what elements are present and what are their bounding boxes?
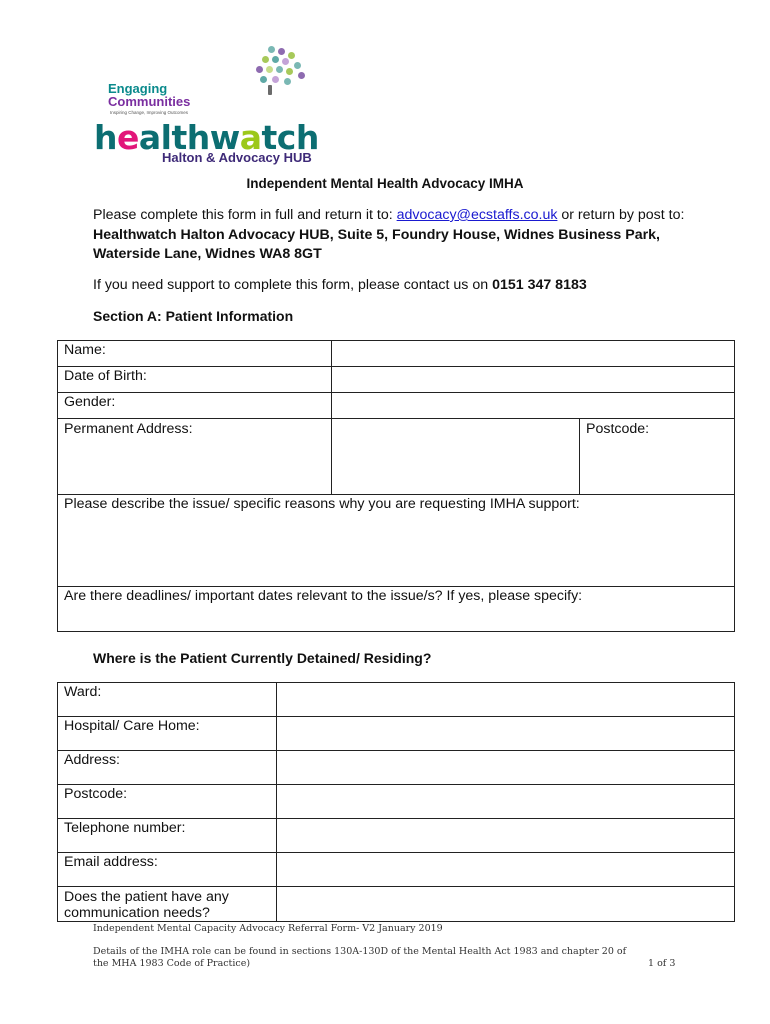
footer-details-line1: Details of the IMHA role can be found in sections 130A-130D of the Mental Health Act 1983 and chapter 20 of xyxy=(93,946,627,957)
issue-label: Please describe the issue/ specific reasons why you are requesting IMHA support: xyxy=(64,496,580,512)
communication-label-line1: Does the patient have any xyxy=(64,889,229,905)
name-label: Name: xyxy=(64,342,106,358)
communication-field[interactable] xyxy=(276,886,735,922)
document-title: Independent Mental Health Advocacy IMHA xyxy=(246,176,524,191)
ward-field[interactable] xyxy=(276,682,735,717)
telephone-field[interactable] xyxy=(276,818,735,853)
gender-label: Gender: xyxy=(64,394,116,410)
tree-icon xyxy=(248,44,316,96)
detained-address-label: Address: xyxy=(64,752,120,768)
address-field[interactable] xyxy=(331,418,580,495)
telephone-label: Telephone number: xyxy=(64,820,186,836)
address-label: Permanent Address: xyxy=(64,421,193,437)
page-number: 1 of 3 xyxy=(648,958,676,969)
footer-details-line2: the MHA 1983 Code of Practice) xyxy=(93,958,251,969)
dob-label: Date of Birth: xyxy=(64,368,147,384)
gender-field[interactable] xyxy=(331,392,735,419)
email-link[interactable]: advocacy@ecstaffs.co.uk xyxy=(396,207,558,223)
support-phone: 0151 347 8183 xyxy=(492,277,587,293)
engaging-tagline: Inspiring Change, Improving Outcomes xyxy=(110,110,189,115)
detained-postcode-field[interactable] xyxy=(276,784,735,819)
ward-label: Ward: xyxy=(64,684,102,700)
detained-heading: Where is the Patient Currently Detained/ Residing? xyxy=(93,650,432,666)
footer-form-name: Independent Mental Capacity Advocacy Referral Form- V2 January 2019 xyxy=(93,923,443,934)
engaging-communities-wordmark: Engaging Communities xyxy=(108,81,191,109)
dob-field[interactable] xyxy=(331,366,735,393)
engaging-communities-logo xyxy=(108,44,218,120)
section-a-heading: Section A: Patient Information xyxy=(93,308,294,324)
postcode-label: Postcode: xyxy=(586,421,650,437)
communication-label-line2: communication needs? xyxy=(64,905,210,921)
detained-postcode-label: Postcode: xyxy=(64,786,128,802)
detained-address-field[interactable] xyxy=(276,750,735,785)
hospital-label: Hospital/ Care Home: xyxy=(64,718,200,734)
postal-address: Healthwatch Halton Advocacy HUB, Suite 5, Foundry House, Widnes Business Park, Waterside Lane, Widnes WA8 8GT xyxy=(93,226,660,262)
support-paragraph: If you need support to complete this form, please contact us on 0151 347 8183 xyxy=(93,277,587,293)
healthwatch-logo xyxy=(94,120,354,170)
intro-paragraph: Please complete this form in full and return it to: advocacy@ecstaffs.co.uk or return by post to: Healthwatch Halton Advocacy HUB, Suite 5, Foundry House, Widnes Business Park, Waterside Lane, Widnes WA8 8GT xyxy=(93,207,685,262)
healthwatch-wordmark: healthwatch xyxy=(94,118,319,157)
name-field[interactable] xyxy=(331,340,735,367)
deadlines-label: Are there deadlines/ important dates relevant to the issue/s? If yes, please specify: xyxy=(64,588,583,604)
hospital-field[interactable] xyxy=(276,716,735,751)
email-field[interactable] xyxy=(276,852,735,887)
email-label: Email address: xyxy=(64,854,158,870)
healthwatch-subtitle: Halton & Advocacy HUB xyxy=(162,150,312,165)
